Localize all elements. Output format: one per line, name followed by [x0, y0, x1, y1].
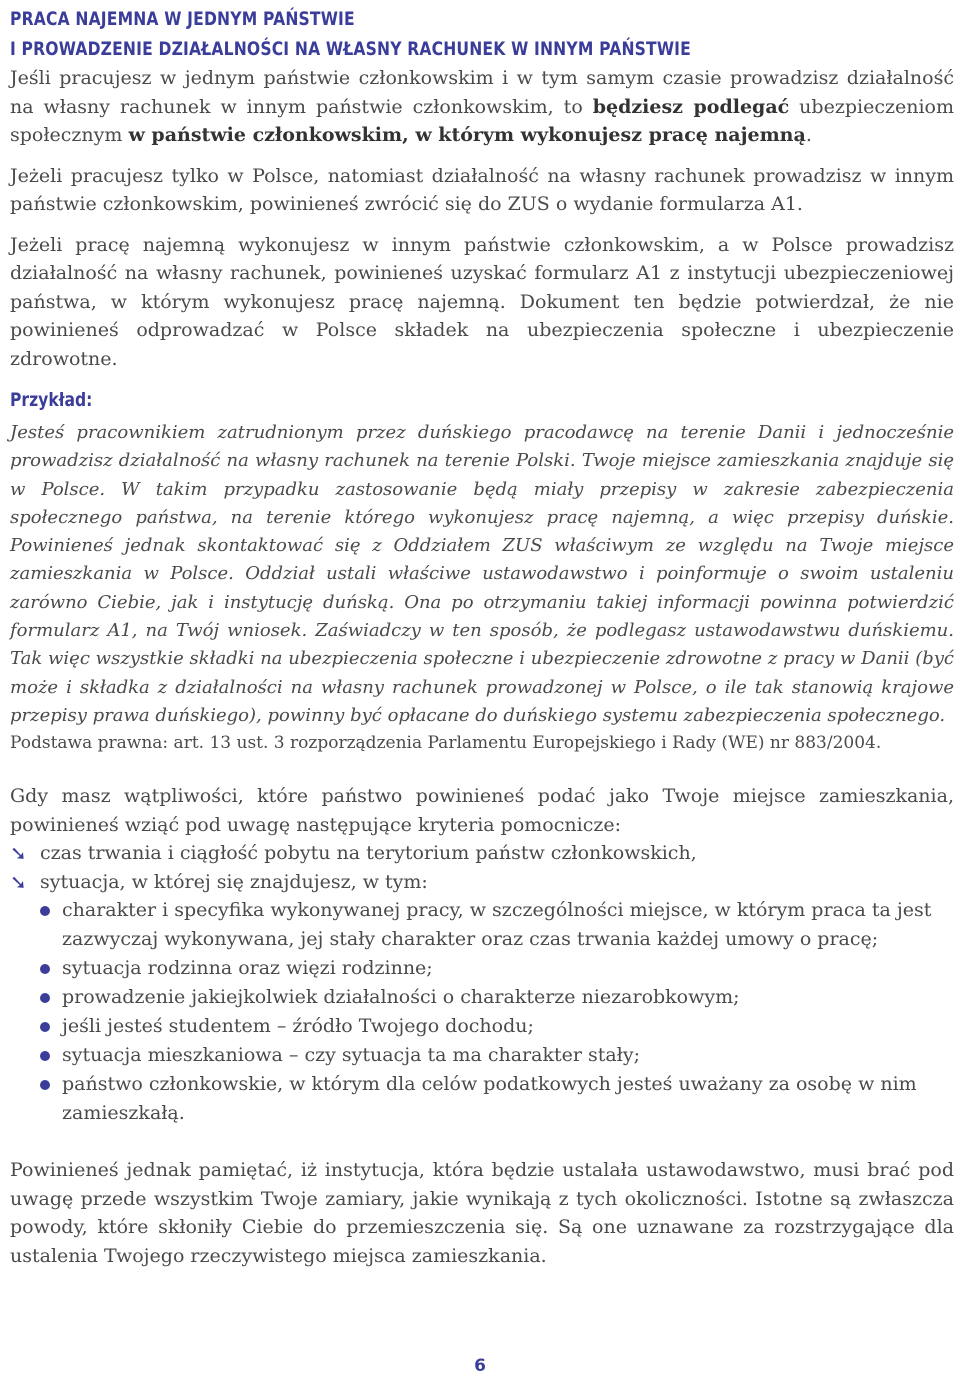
page-number: 6	[474, 1356, 486, 1376]
bullet-item-text: prowadzenie jakiejkolwiek działalności o charakterze niezarobkowym;	[62, 986, 740, 1009]
paragraph-foreign-employment: Jeżeli pracę najemną wykonujesz w innym państwie członkowskim, a w Polsce prowadzisz działalność na własny rachunek, powinieneś uzyskać formularz A1 z instytucji ubezpieczeniowej państwa, w którym wykonujesz pracę najemną. Dokument ten będzie potwierdzał, że nie powinieneś odprowadzać w Polsce składek na ubezpieczenia społeczne i ubezpieczenie zdrowotne.	[10, 233, 954, 370]
bullet-dot-icon	[40, 906, 50, 916]
list-item	[40, 1012, 954, 1041]
list-item	[40, 1070, 954, 1128]
arrow-down-right-icon: ➘	[10, 869, 27, 894]
criteria-arrow-list	[10, 839, 954, 896]
legal-basis: Podstawa prawna: art. 13 ust. 3 rozporządzenia Parlamentu Europejskiego i Rady (WE) nr 883/2004.	[10, 733, 882, 754]
bullet-item-text: państwo członkowskie, w którym dla celów podatkowych jesteś uważany za osobę w nim zamieszkałą.	[62, 1073, 917, 1125]
example-text: Jesteś pracownikiem zatrudnionym przez duńskiego pracodawcę na terenie Danii i jednocześnie prowadzisz działalność na własny rachunek na terenie Polski. Twoje miejsce zamieszkania znajduje się w Polsce. W takim przypadku zastosowanie będą miały przepisy w zakresie zabezpieczenia społecznego państwa, na terenie którego wykonujesz pracę najemną, a więc przepisy duńskie. Powinieneś jednak skontaktować się z Oddziałem ZUS właściwym ze względu na Twoje miejsce zamieszkania w Polsce. Oddział ustali właściwe ustawodawstwo i poinformuje o swoim ustaleniu zarówno Ciebie, jak i instytucję duńską. Ona po otrzymaniu takiej informacji powinna potwierdzić formularz A1, na Twój wniosek. Zaświadczy w ten sposób, że podlegasz ustawodawstwu duńskiemu. Tak więc wszystkie składki na ubezpieczenia społeczne i ubezpieczenie zdrowotne z pracy w Danii (być może i składka z działalności na własny rachunek prowadzonej w Polsce, o ile tak stanowią krajowe przepisy prawa duńskiego), powinny być opłacane do duńskiego systemu zabezpieczenia społecznego.	[10, 422, 954, 726]
closing-paragraph: Powinieneś jednak pamiętać, iż instytucja, która będzie ustalała ustawodawstwo, musi brać pod uwagę przede wszystkim Twoje zamiary, jakie wynikają z tych okoliczności. Istotne są zwłaszcza powody, które skłoniły Ciebie do przemieszczenia się. Są one uznawane za rozstrzygające dla ustalenia Twojego rzeczywistego miejsca zamieszkania.	[10, 1159, 954, 1267]
arrow-down-right-icon: ➘	[10, 841, 27, 866]
bullet-dot-icon	[40, 1051, 50, 1061]
intro-text-1: Jeśli pracujesz w jednym państwie członkowskim i w tym samym czasie prowadzisz działalność na własny rachunek w innym państwie członkowskim, to	[10, 67, 954, 118]
bullet-item-text: sytuacja rodzinna oraz więzi rodzinne;	[62, 957, 433, 980]
criteria-bullet-list	[10, 896, 954, 1128]
list-item	[10, 839, 954, 868]
intro-text-2: ubezpieczeniom społecznym	[10, 95, 954, 146]
bullet-dot-icon	[40, 964, 50, 974]
list-item	[40, 1041, 954, 1070]
intro-bold-1: będziesz podlegać	[592, 95, 790, 118]
paragraph-zus-a1: Jeżeli pracujesz tylko w Polsce, natomiast działalność na własny rachunek prowadzisz w innym państwie członkowskim, powinieneś zwrócić się do ZUS o wydanie formularza A1.	[10, 164, 954, 215]
arrow-item-text: czas trwania i ciągłość pobytu na terytorium państw członkowskich,	[40, 842, 697, 865]
bullet-item-text: charakter i specyfika wykonywanej pracy, w szczególności miejsce, w którym praca ta jest zazwyczaj wykonywana, jej stały charakter oraz czas trwania każdej umowy o pracę;	[62, 899, 932, 951]
intro-bold-2: w państwie członkowskim, w którym wykonujesz pracę najemną	[128, 124, 806, 146]
section-heading-line1: PRACA NAJEMNA W JEDNYM PAŃSTWIE	[10, 8, 355, 30]
list-item	[40, 983, 954, 1012]
list-item	[40, 954, 954, 983]
bullet-dot-icon	[40, 1022, 50, 1032]
bullet-item-text: jeśli jesteś studentem – źródło Twojego dochodu;	[62, 1015, 534, 1038]
arrow-item-text: sytuacja, w której się znajdujesz, w tym:	[40, 870, 428, 893]
intro-paragraph	[10, 64, 954, 150]
bullet-dot-icon	[40, 993, 50, 1003]
bullet-dot-icon	[40, 1080, 50, 1090]
section-heading-line2: I PROWADZENIE DZIAŁALNOŚCI NA WŁASNY RACHUNEK W INNYM PAŃSTWIE	[10, 38, 691, 60]
list-item	[10, 868, 954, 897]
example-label: Przykład:	[10, 389, 93, 411]
criteria-intro: Gdy masz wątpliwości, które państwo powinieneś podać jako Twoje miejsce zamieszkania, powinieneś wziąć pod uwagę następujące kryteria pomocnicze:	[10, 785, 954, 836]
intro-text-3: .	[805, 124, 812, 146]
document-page	[10, 0, 954, 1270]
bullet-item-text: sytuacja mieszkaniowa – czy sytuacja ta ma charakter stały;	[62, 1044, 640, 1067]
list-item	[40, 896, 954, 954]
